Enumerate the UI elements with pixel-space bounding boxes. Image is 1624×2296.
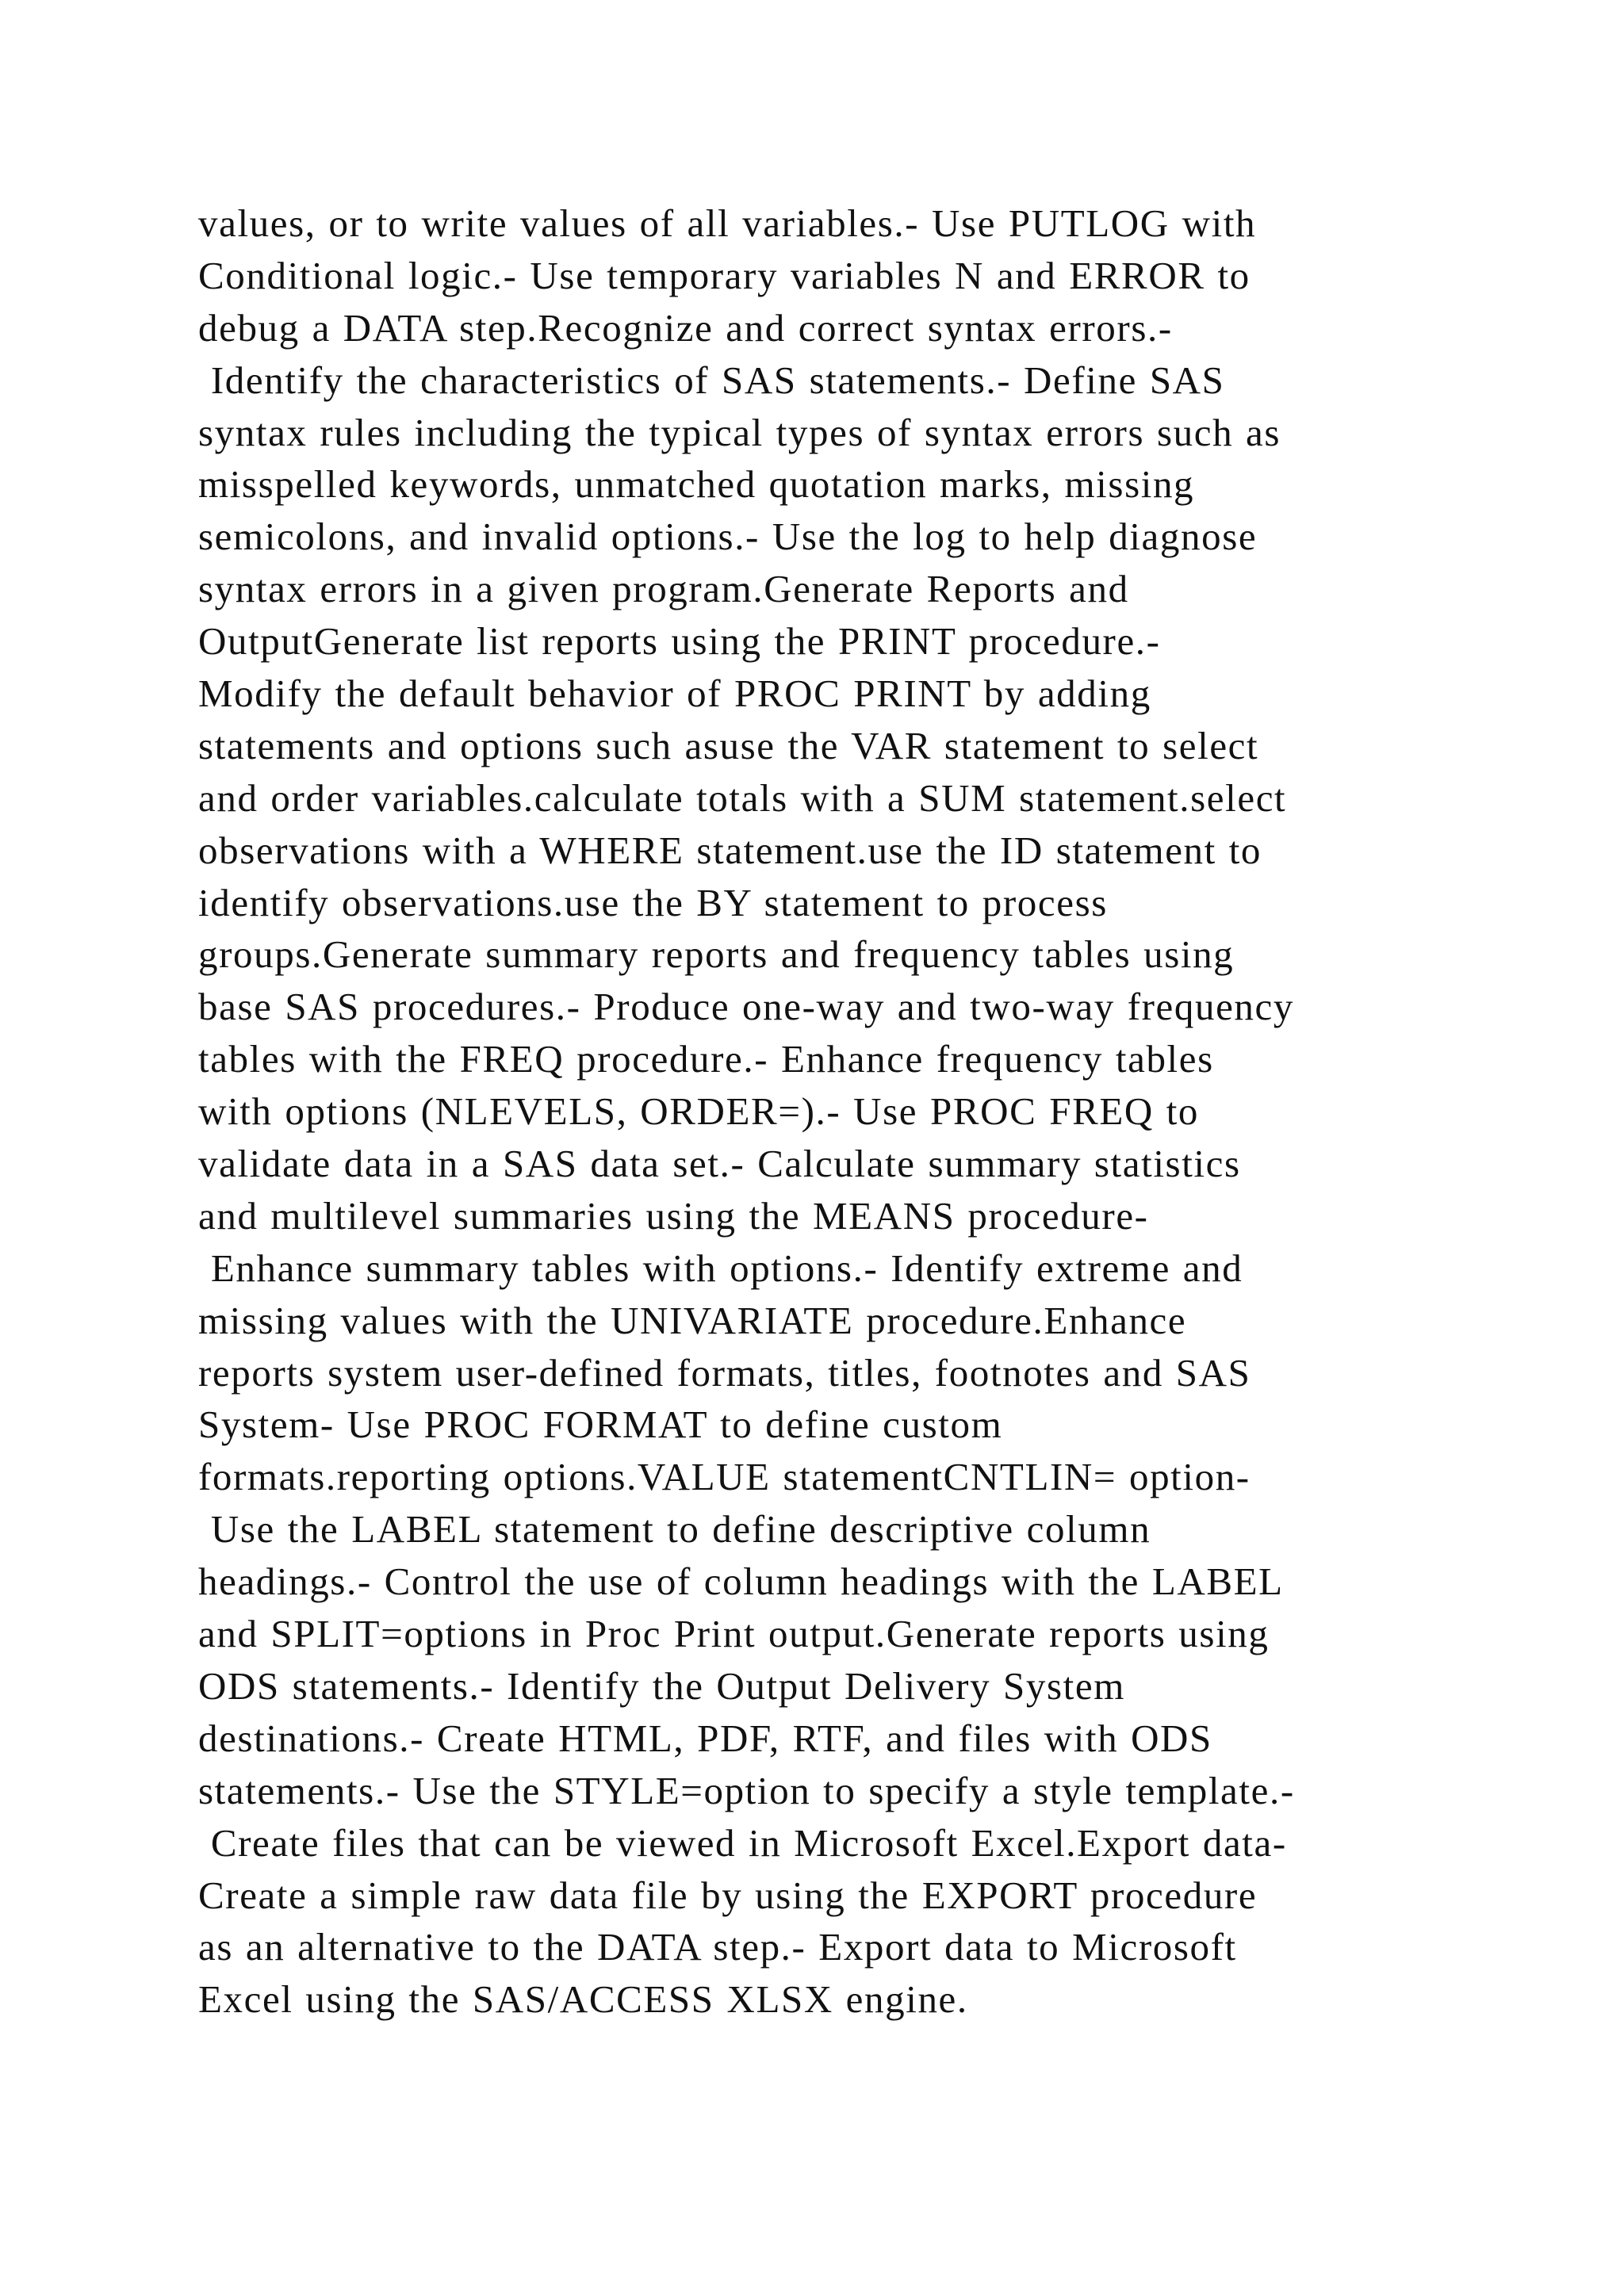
text-line: headings.- Control the use of column headings with the LABEL [198,1559,1284,1604]
text-line: formats.reporting options.VALUE statementCNTLIN= option- [198,1455,1251,1499]
text-line: with options (NLEVELS, ORDER=).- Use PROC FREQ to [198,1089,1200,1134]
text-line: misspelled keywords, unmatched quotation marks, missing [198,462,1195,507]
text-line: tables with the FREQ procedure.- Enhance frequency tables [198,1037,1214,1081]
text-line: Create files that can be viewed in Microsoft Excel.Export data- [198,1820,1287,1865]
text-line: groups.Generate summary reports and frequency tables using [198,932,1235,977]
text-line: Identify the characteristics of SAS statements.- Define SAS [198,358,1225,402]
text-line: reports system user-defined formats, titles, footnotes and SAS [198,1350,1251,1395]
text-line: Enhance summary tables with options.- Identify extreme and [198,1246,1243,1290]
text-line: and multilevel summaries using the MEANS procedure- [198,1193,1149,1238]
text-line: Create a simple raw data file by using the EXPORT procedure [198,1873,1258,1917]
text-line: ODS statements.- Identify the Output Delivery System [198,1663,1125,1708]
text-line: and order variables.calculate totals with a SUM statement.select [198,775,1287,820]
text-line: identify observations.use the BY statement to process [198,880,1108,924]
text-line: and SPLIT=options in Proc Print output.Generate reports using [198,1612,1270,1656]
body-text [198,197,1546,2026]
text-line: statements.- Use the STYLE=option to specify a style template.- [198,1768,1295,1812]
text-line: as an alternative to the DATA step.- Export data to Microsoft [198,1925,1237,1969]
text-line: Conditional logic.- Use temporary variables N and ERROR to [198,253,1251,297]
text-line: destinations.- Create HTML, PDF, RTF, and files with ODS [198,1716,1212,1760]
text-line: observations with a WHERE statement.use the ID statement to [198,828,1262,872]
text-line: validate data in a SAS data set.- Calculate summary statistics [198,1142,1241,1186]
text-line: debug a DATA step.Recognize and correct syntax errors.- [198,305,1173,350]
text-line: Modify the default behavior of PROC PRINT by adding [198,672,1151,716]
text-line: values, or to write values of all variables.- Use PUTLOG with [198,201,1257,245]
text-line: semicolons, and invalid options.- Use the log to help diagnose [198,515,1258,559]
text-line: Use the LABEL statement to define descriptive column [198,1507,1151,1552]
text-line: syntax errors in a given program.Generate Reports and [198,567,1129,611]
text-line: System- Use PROC FORMAT to define custom [198,1402,1003,1447]
text-line: missing values with the UNIVARIATE procedure.Enhance [198,1298,1187,1342]
text-line: Excel using the SAS/ACCESS XLSX engine. [198,1977,968,2022]
text-line: OutputGenerate list reports using the PRINT procedure.- [198,619,1161,664]
text-line: base SAS procedures.- Produce one-way and two-way frequency [198,985,1294,1029]
text-line: syntax rules including the typical types of syntax errors such as [198,410,1281,454]
text-line: statements and options such asuse the VAR statement to select [198,723,1259,767]
